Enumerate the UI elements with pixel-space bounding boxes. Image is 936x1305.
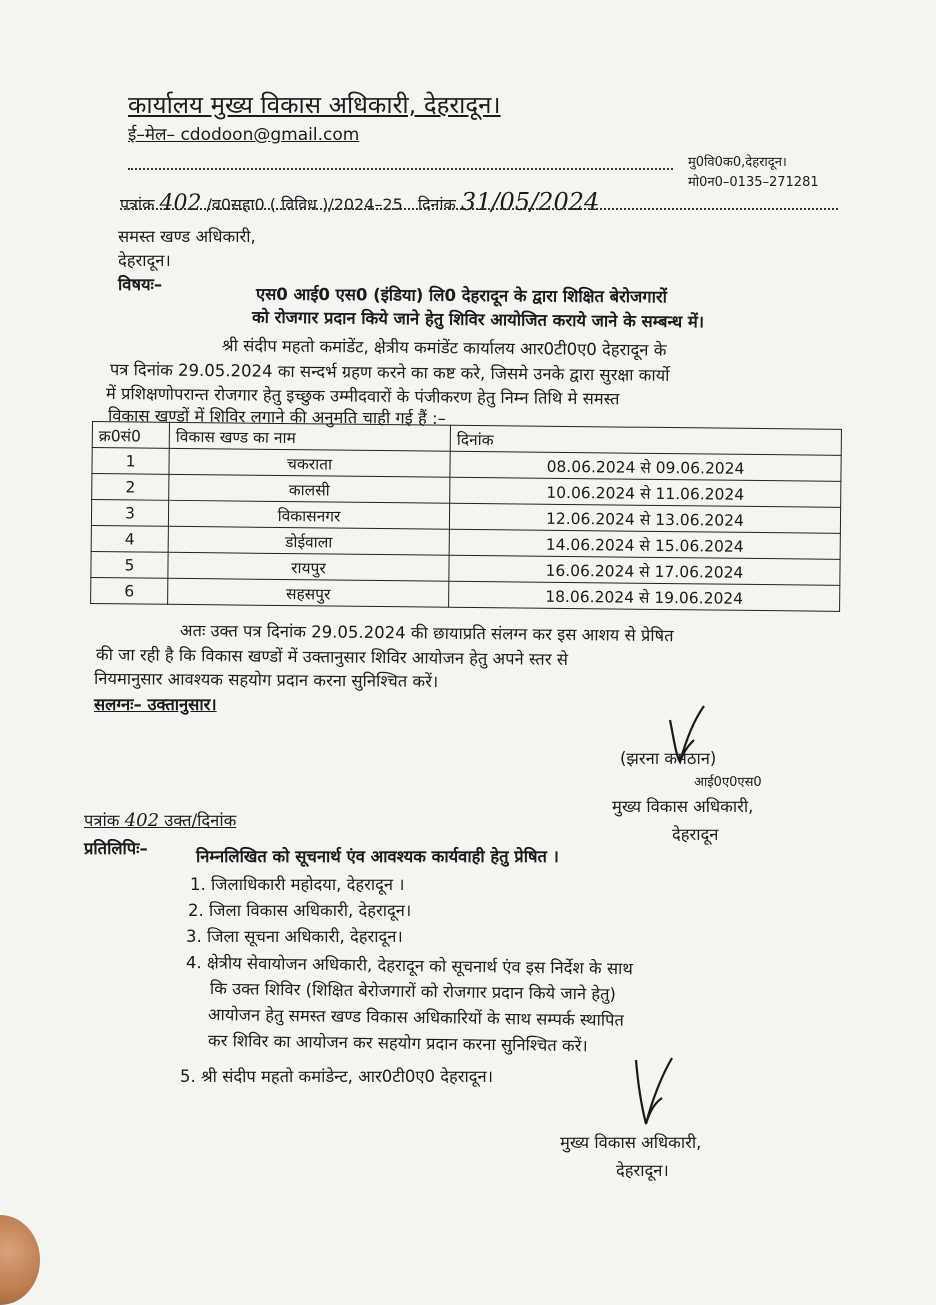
copy-item-5: 5. श्री संदीप महतो कमांडेन्ट, आर0टी0ए0 देहरादून। bbox=[180, 1067, 493, 1086]
subject-line2: को रोजगार प्रदान किये जाने हेतु शिविर आयोजित कराये जाने के सम्बन्ध में। bbox=[251, 307, 705, 332]
ref-number: 402 bbox=[159, 191, 202, 216]
cell-serial: 2 bbox=[92, 474, 169, 501]
copy-ref-label: पत्रांक bbox=[84, 811, 120, 830]
copy-item-4-cont1: कि उक्त शिविर (शिक्षित बेरोजगारों को रोजगार प्रदान किये जाने हेतु) bbox=[209, 979, 617, 1004]
cell-date: 12.06.2024 से 13.06.2024 bbox=[449, 503, 840, 533]
office-title: कार्यालय मुख्य विकास अधिकारी, देहरादून। bbox=[128, 91, 501, 119]
body-line2: पत्र दिनांक 29.05.2024 का सन्दर्भ ग्रहण करने का कष्ट करे, जिसमे उनके द्वारा सुरक्षा कार्यो bbox=[109, 360, 670, 385]
signature-mark bbox=[628, 1050, 688, 1130]
cell-block: सहसपुर bbox=[168, 578, 449, 607]
body-line1: श्री संदीप महतो कमांडेंट, क्षेत्रीय कमांडेंट कार्यालय आर0टी0ए0 देहरादून के bbox=[221, 336, 667, 360]
copy-item-4: 4. क्षेत्रीय सेवायोजन अधिकारी, देहरादून को सूचनार्थ एंव इस निर्देश के साथ bbox=[185, 953, 634, 979]
cell-block: रायपुर bbox=[168, 552, 449, 581]
cell-date: 14.06.2024 से 15.06.2024 bbox=[449, 529, 840, 559]
cell-block: विकासनगर bbox=[168, 500, 449, 529]
office-code: मु0वि0क0,देहरादून। bbox=[688, 155, 787, 170]
cell-serial: 4 bbox=[91, 525, 168, 552]
cell-block: डोईवाला bbox=[168, 526, 449, 555]
body-line3: में प्रशिक्षणोपरान्त रोजगार हेतु इच्छुक उम्मीदवारों के पंजीकरण हेतु निम्न तिथि मे समस्त bbox=[105, 384, 620, 409]
cell-date: 08.06.2024 से 09.06.2024 bbox=[450, 451, 841, 481]
header-date: दिनांक bbox=[450, 425, 841, 455]
copy-ref-suffix: उक्त/दिनांक bbox=[164, 811, 237, 830]
copy-item-2: 2. जिला विकास अधिकारी, देहरादून। bbox=[188, 901, 412, 920]
closing-line3: नियमानुसार आवश्यक सहयोग प्रदान करना सुनिश्चित करें। bbox=[93, 669, 439, 692]
copy-item-4-cont2: आयोजन हेतु समस्त खण्ड विकास अधिकारियों के साथ सम्पर्क स्थापित bbox=[207, 1005, 625, 1030]
finger-shadow bbox=[0, 1215, 40, 1305]
copy-label: प्रतिलिपिः– bbox=[84, 839, 148, 858]
divider-top bbox=[128, 168, 673, 170]
header-block: विकास खण्ड का नाम bbox=[169, 422, 450, 451]
copy-reference bbox=[84, 808, 236, 831]
cell-serial: 6 bbox=[91, 577, 168, 604]
cell-serial: 5 bbox=[91, 551, 168, 578]
addressee-line1: समस्त खण्ड अधिकारी, bbox=[118, 227, 256, 246]
subject-label: विषयः– bbox=[118, 275, 163, 294]
cell-block: चकराता bbox=[169, 448, 450, 477]
enclosure-note: सलग्नः– उक्तानुसार। bbox=[94, 695, 217, 714]
ref-date-label: दिनांक bbox=[417, 195, 456, 214]
cell-date: 18.06.2024 से 19.06.2024 bbox=[449, 581, 840, 611]
signatory-place: देहरादून bbox=[672, 825, 719, 844]
copy-ref-number: 402 bbox=[124, 810, 160, 831]
office-phone: मो0न0–0135–271281 bbox=[688, 175, 819, 190]
ref-series: /व0सहा0 ( विविध )/2024–25 bbox=[206, 195, 403, 214]
cell-serial: 3 bbox=[91, 500, 168, 527]
closing-line2: की जा रही है कि विकास खण्डों में उक्तानुसार शिविर आयोजन हेतु अपने स्तर से bbox=[95, 645, 569, 669]
signatory-name: (झरना कमठान) bbox=[620, 749, 717, 768]
camp-schedule-table bbox=[90, 421, 842, 612]
cell-date: 16.06.2024 से 17.06.2024 bbox=[449, 555, 840, 585]
body-line4: विकास खण्डों में शिविर लगाने की अनुमति चाही गई हैं :– bbox=[107, 406, 446, 428]
cell-block: कालसी bbox=[169, 474, 450, 503]
divider-ref bbox=[120, 208, 838, 210]
signatory-service: आई0ए0एस0 bbox=[694, 775, 762, 790]
copy-item-1: 1. जिलाधिकारी महोदया, देहरादून । bbox=[190, 875, 405, 894]
header-serial: क्र0सं0 bbox=[92, 422, 169, 449]
ref-date: 31/05/2024 bbox=[460, 188, 600, 216]
signatory-designation: मुख्य विकास अधिकारी, bbox=[612, 797, 754, 816]
cell-serial: 1 bbox=[92, 448, 169, 475]
footer-place: देहरादून। bbox=[616, 1161, 669, 1180]
addressee-line2: देहरादून। bbox=[118, 251, 171, 270]
footer-designation: मुख्य विकास अधिकारी, bbox=[560, 1133, 702, 1152]
reference-line bbox=[120, 188, 599, 216]
copy-intro: निम्नलिखित को सूचनार्थ एंव आवश्यक कार्यवाही हेतु प्रेषित । bbox=[196, 847, 559, 866]
office-email: ई–मेल– cdodoon@gmail.com bbox=[128, 125, 360, 145]
subject-line1: एस0 आई0 एस0 (इंडिया) लि0 देहरादून के द्वारा शिक्षित बेरोजगारों bbox=[255, 284, 667, 307]
cell-date: 10.06.2024 से 11.06.2024 bbox=[450, 477, 841, 507]
ref-label: पत्रांक bbox=[120, 195, 155, 214]
copy-item-4-cont3: कर शिविर का आयोजन कर सहयोग प्रदान करना सुनिश्चित करें। bbox=[207, 1031, 588, 1056]
copy-item-3: 3. जिला सूचना अधिकारी, देहरादून। bbox=[186, 927, 403, 946]
closing-line1: अतः उक्त पत्र दिनांक 29.05.2024 की छायाप्रति संलग्न कर इस आशय से प्रेषित bbox=[179, 621, 674, 646]
